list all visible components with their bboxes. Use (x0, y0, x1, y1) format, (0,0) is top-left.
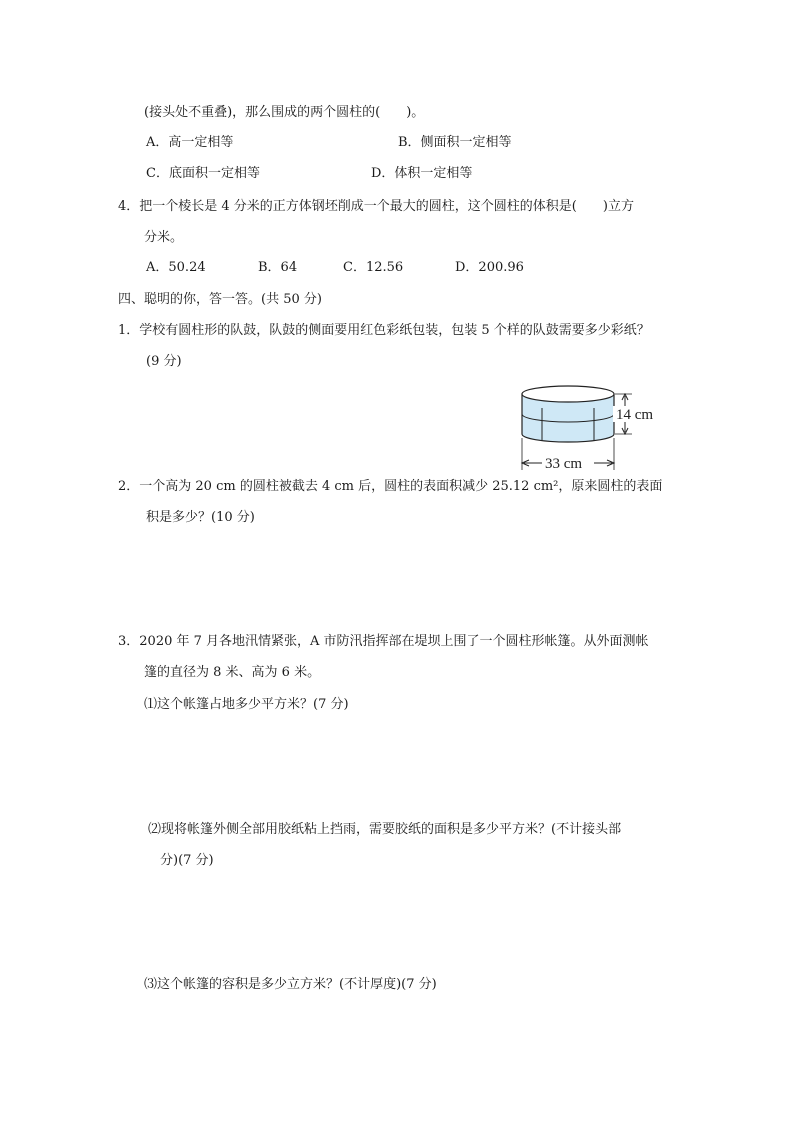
q3-option-d[interactable]: D．体积一定相等 (371, 166, 473, 181)
height-label: 14 cm (616, 407, 654, 423)
q3-option-c[interactable]: C．底面积一定相等 (146, 166, 260, 181)
drum-top (522, 386, 614, 402)
q4-text-line2: 分米。 (144, 230, 184, 245)
problem3-text-line2: 篷的直径为 8 米、高为 6 米。 (144, 665, 321, 680)
problem3-sub1: ⑴这个帐篷占地多少平方米？(7 分) (144, 697, 349, 712)
q4-option-d[interactable]: D．200.96 (455, 260, 524, 275)
drum-figure (514, 378, 674, 472)
problem1-text-line2: (9 分) (146, 354, 182, 369)
q3-continuation-text: (接头处不重叠)，那么围成的两个圆柱的( )。 (144, 105, 425, 120)
problem3-sub2-line1: ⑵现将帐篷外侧全部用胶纸粘上挡雨，需要胶纸的面积是多少平方米？(不计接头部 (148, 822, 622, 837)
problem3-text-line1: 3．2020 年 7 月各地汛情紧张，A 市防汛指挥部在堤坝上围了一个圆柱形帐篷。从外面测帐 (118, 634, 649, 649)
problem3-sub3: ⑶这个帐篷的容积是多少立方米？(不计厚度)(7 分) (144, 977, 437, 992)
q4-option-a[interactable]: A．50.24 (146, 260, 206, 275)
problem2-text-line1: 2．一个高为 20 cm 的圆柱被截去 4 cm 后，圆柱的表面积减少 25.12 cm²，原来圆柱的表面 (118, 479, 663, 494)
q4-option-b[interactable]: B．64 (258, 260, 298, 275)
q3-option-b[interactable]: B．侧面积一定相等 (398, 135, 512, 150)
problem1-text-line1: 1．学校有圆柱形的队鼓，队鼓的侧面要用红色彩纸包装，包装 5 个样的队鼓需要多少彩纸？ (118, 323, 650, 338)
q3-option-a[interactable]: A．高一定相等 (146, 135, 234, 150)
q4-option-c[interactable]: C．12.56 (343, 260, 404, 275)
problem2-text-line2: 积是多少？(10 分) (146, 510, 255, 525)
section-title: 四、聪明的你，答一答。(共 50 分) (118, 292, 322, 307)
circumference-label: 33 cm (545, 456, 583, 472)
q4-text-line1: 4．把一个棱长是 4 分米的正方体钢坯削成一个最大的圆柱，这个圆柱的体积是( )立方 (118, 199, 634, 214)
problem3-sub2-line2: 分)(7 分) (160, 853, 214, 868)
